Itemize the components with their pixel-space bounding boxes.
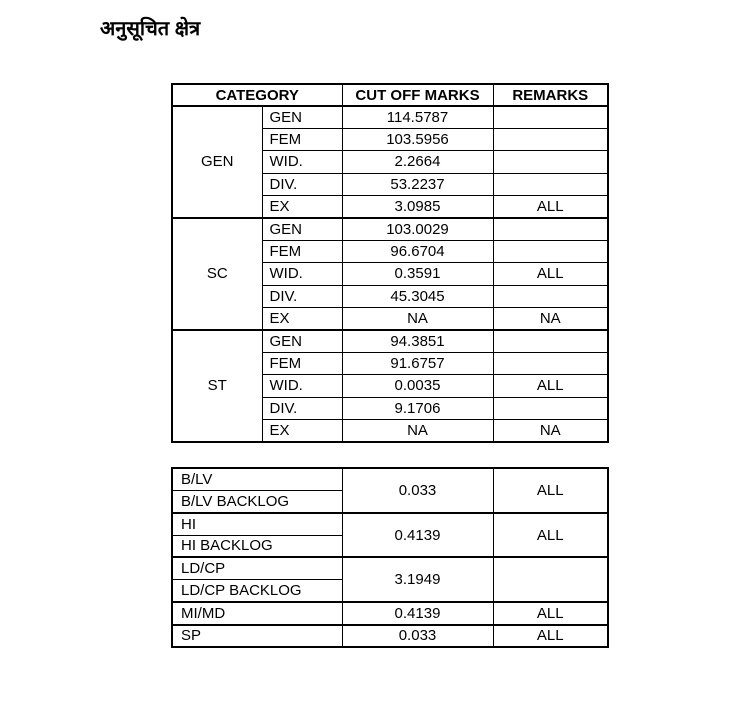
remarks-cell: ALL [493,375,608,397]
marks-cell: NA [342,308,493,330]
subcategory-cell: DIV. [262,285,342,307]
subcategory-cell: FEM [262,128,342,150]
marks-cell: 0.033 [342,468,493,513]
special-categories-table [171,467,609,648]
table-header-row [172,84,608,106]
cutoff-marks-table [171,83,609,443]
marks-cell: 94.3851 [342,330,493,352]
category-label-cell: SP [172,625,342,647]
subcategory-cell: DIV. [262,397,342,419]
remarks-cell: ALL [493,263,608,285]
remarks-cell [493,173,608,195]
subcategory-cell: WID. [262,263,342,285]
remarks-cell [493,285,608,307]
table-row [172,557,608,579]
table-row [172,513,608,535]
remarks-cell [493,106,608,128]
marks-cell: 103.0029 [342,218,493,240]
special-table-body [172,468,608,647]
cutoff-table-body [172,106,608,442]
marks-cell: 91.6757 [342,352,493,374]
subcategory-cell: FEM [262,352,342,374]
marks-cell: 0.033 [342,625,493,647]
remarks-cell [493,330,608,352]
marks-cell: 2.2664 [342,151,493,173]
remarks-cell: ALL [493,625,608,647]
subcategory-cell: FEM [262,240,342,262]
category-group-cell: ST [172,330,262,442]
subcategory-cell: EX [262,308,342,330]
header-category: CATEGORY [172,84,342,106]
marks-cell: 0.4139 [342,513,493,558]
remarks-cell: ALL [493,196,608,218]
marks-cell: 0.0035 [342,375,493,397]
table-row [172,468,608,490]
remarks-cell [493,128,608,150]
table-row [172,625,608,647]
subcategory-cell: EX [262,419,342,441]
remarks-cell: ALL [493,602,608,624]
category-label-cell: B/LV BACKLOG [172,490,342,512]
remarks-cell: NA [493,308,608,330]
remarks-cell [493,397,608,419]
marks-cell: 96.6704 [342,240,493,262]
category-label-cell: HI BACKLOG [172,535,342,557]
marks-cell: 103.5956 [342,128,493,150]
marks-cell: NA [342,419,493,441]
marks-cell: 3.0985 [342,196,493,218]
remarks-cell: NA [493,419,608,441]
marks-cell: 45.3045 [342,285,493,307]
category-label-cell: HI [172,513,342,535]
remarks-cell [493,557,608,602]
category-group-cell: SC [172,218,262,330]
marks-cell: 3.1949 [342,557,493,602]
document-title: अनुसूचित क्षेत्र [100,18,201,40]
table-row [172,218,608,240]
marks-cell: 0.4139 [342,602,493,624]
remarks-cell [493,240,608,262]
subcategory-cell: WID. [262,375,342,397]
remarks-cell: ALL [493,468,608,513]
subcategory-cell: DIV. [262,173,342,195]
header-remarks: REMARKS [493,84,608,106]
marks-cell: 114.5787 [342,106,493,128]
category-group-cell: GEN [172,106,262,218]
header-cutoff-marks: CUT OFF MARKS [342,84,493,106]
category-label-cell: B/LV [172,468,342,490]
category-label-cell: LD/CP [172,557,342,579]
marks-cell: 53.2237 [342,173,493,195]
remarks-cell [493,218,608,240]
subcategory-cell: GEN [262,106,342,128]
subcategory-cell: GEN [262,330,342,352]
subcategory-cell: GEN [262,218,342,240]
category-label-cell: MI/MD [172,602,342,624]
subcategory-cell: WID. [262,151,342,173]
remarks-cell [493,352,608,374]
marks-cell: 9.1706 [342,397,493,419]
tables-container [171,83,609,648]
table-row [172,106,608,128]
subcategory-cell: EX [262,196,342,218]
remarks-cell: ALL [493,513,608,558]
table-row [172,602,608,624]
marks-cell: 0.3591 [342,263,493,285]
table-row [172,330,608,352]
category-label-cell: LD/CP BACKLOG [172,580,342,602]
remarks-cell [493,151,608,173]
